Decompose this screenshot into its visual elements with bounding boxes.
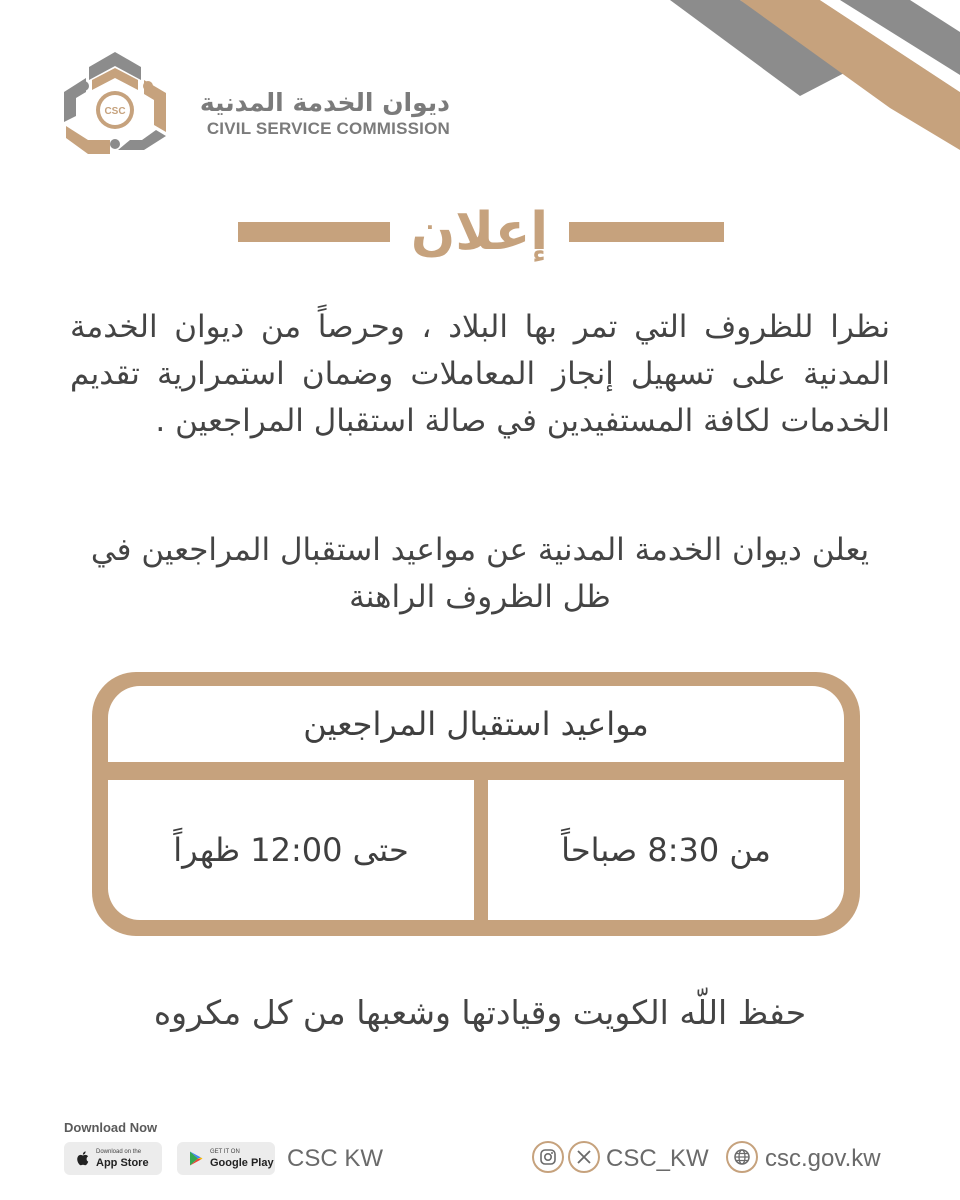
announcement-title: إعلان <box>410 202 549 262</box>
schedule-from-time: من 8:30 صباحاً <box>488 780 844 920</box>
app-name: CSC KW <box>287 1145 383 1172</box>
social-handle[interactable]: CSC_KW <box>606 1145 709 1172</box>
announcement-title-row <box>238 200 724 264</box>
csc-logo <box>58 50 450 165</box>
svg-text:CSC: CSC <box>104 106 126 117</box>
x-link[interactable] <box>568 1141 600 1173</box>
x-icon <box>575 1148 593 1166</box>
website-url[interactable]: csc.gov.kw <box>765 1145 881 1172</box>
brand-name-english: CIVIL SERVICE COMMISSION <box>206 119 450 138</box>
google-play-icon <box>189 1151 203 1166</box>
corner-decoration <box>670 0 960 160</box>
gplay-small-label: GET IT ON <box>210 1149 240 1155</box>
schedule-header: مواعيد استقبال المراجعين <box>108 686 844 762</box>
appstore-label: App Store <box>96 1157 149 1169</box>
closing-prayer: حفظ اللّه الكويت وقيادتها وشعبها من كل مكروه <box>153 993 807 1032</box>
logo-abbr <box>100 102 130 118</box>
app-store-button[interactable] <box>64 1142 162 1175</box>
schedule-to-time: حتى 12:00 ظهراً <box>108 780 474 920</box>
globe-icon <box>733 1148 751 1166</box>
website-link[interactable] <box>726 1141 758 1173</box>
instagram-link[interactable] <box>532 1141 564 1173</box>
announcement-paragraph-1: نظرا للظروف التي تمر بها البلاد ، وحرصاً من ديوان الخدمة المدنية على تسهيل إنجاز المعاملات وضمان استمرارية تقديم الخدمات لكافة المستفيدين في صالة استقبال المراجعين . <box>70 309 890 439</box>
gplay-label: Google Play <box>210 1157 274 1169</box>
announcement-paragraph-2: يعلن ديوان الخدمة المدنية عن مواعيد استقبال المراجعين في ظل الظروف الراهنة <box>90 532 870 615</box>
schedule-table <box>92 672 860 936</box>
appstore-small-label: Download on the <box>96 1149 142 1155</box>
title-divider-right <box>569 222 724 242</box>
google-play-button[interactable] <box>177 1142 275 1175</box>
download-label: Download Now <box>64 1120 158 1135</box>
brand-name-arabic: ديوان الخدمة المدنية <box>199 88 450 117</box>
apple-icon <box>76 1151 89 1166</box>
instagram-icon <box>539 1148 557 1166</box>
title-divider-left <box>238 222 390 242</box>
